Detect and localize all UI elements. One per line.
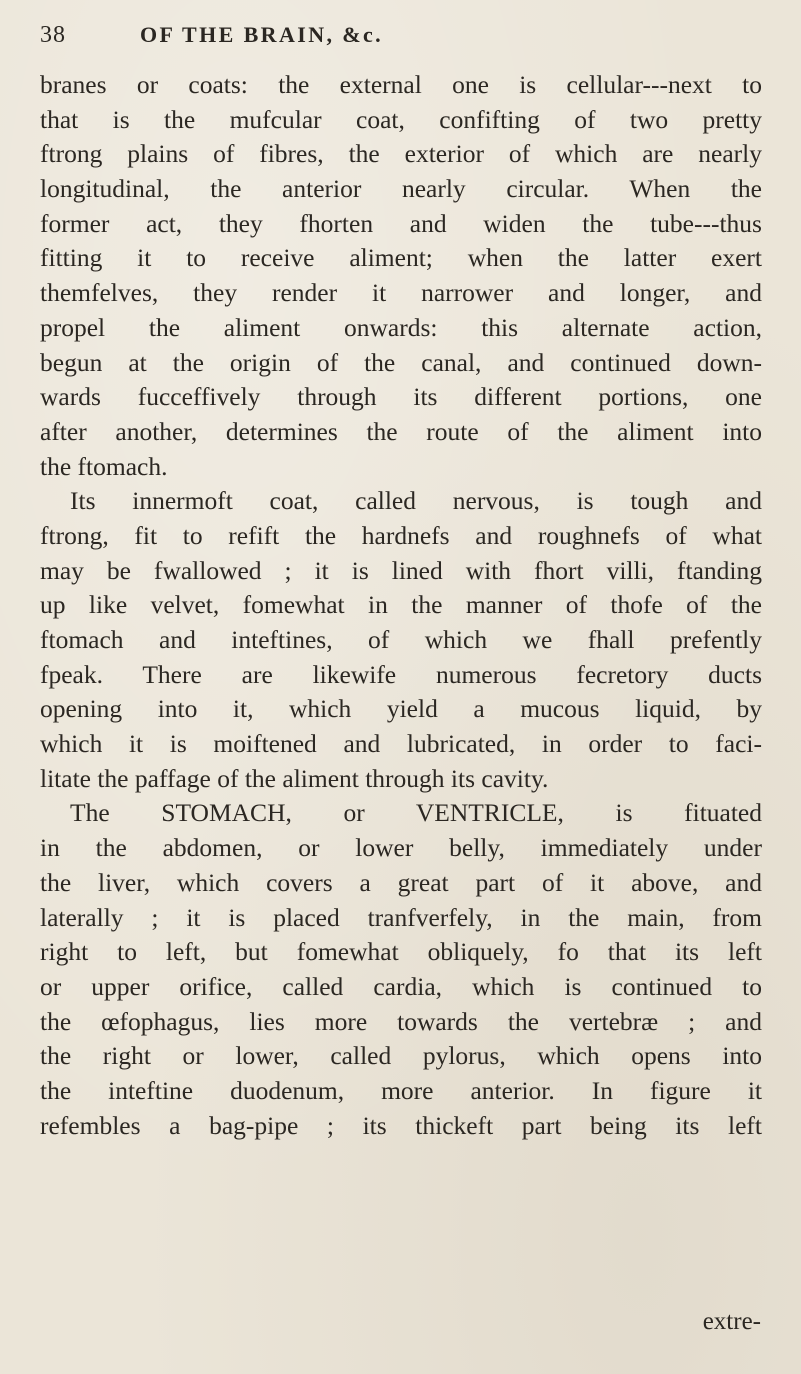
text-line: the right or lower, called pylorus, which opens into bbox=[40, 1041, 762, 1071]
text-line: up like velvet, fomewhat in the manner of thofe of the bbox=[40, 590, 762, 620]
text-line: fpeak. There are likewife numerous fecretory ducts bbox=[40, 659, 762, 689]
catchword: extre- bbox=[702, 1308, 761, 1335]
page-header bbox=[40, 22, 761, 62]
text-line: right to left, but fomewhat obliquely, fo that its left bbox=[40, 937, 762, 967]
text-line: wards fucceffively through its different portions, one bbox=[40, 382, 762, 412]
text-line: fitting it to receive aliment; when the latter exert bbox=[40, 243, 762, 273]
text-line: ftrong, fit to refift the hardnefs and roughnefs of what bbox=[40, 520, 762, 550]
text-line: the inteftine duodenum, more anterior. In figure it bbox=[40, 1075, 762, 1105]
text-line: refembles a bag-pipe ; its thickeft part being its left bbox=[40, 1110, 762, 1140]
text-line: branes or coats: the external one is cellular---next to bbox=[40, 70, 762, 99]
text-line: opening into it, which yield a mucous liquid, by bbox=[40, 694, 762, 724]
paragraph-end-line: the ftomach. bbox=[40, 451, 168, 481]
text-line: themfelves, they render it narrower and longer, and bbox=[40, 278, 762, 308]
text-line: or upper orifice, called cardia, which is continued to bbox=[40, 971, 762, 1001]
text-line: the liver, which covers a great part of it above, and bbox=[40, 867, 762, 897]
paragraph-end-line: litate the paffage of the aliment through its cavity. bbox=[40, 763, 549, 793]
paragraph-start-line: Its innermoft coat, called nervous, is tough and bbox=[70, 486, 762, 516]
text-line: that is the mufcular coat, confifting of two pretty bbox=[40, 104, 762, 134]
running-head: OF THE BRAIN, &c. bbox=[140, 22, 384, 47]
text-line: ftrong plains of fibres, the exterior of which are nearly bbox=[40, 139, 762, 169]
page-number: 38 bbox=[40, 22, 66, 48]
text-line: in the abdomen, or lower belly, immediately under bbox=[40, 833, 762, 863]
text-line: begun at the origin of the canal, and continued down- bbox=[40, 347, 762, 377]
text-line: may be fwallowed ; it is lined with fhort villi, ftanding bbox=[40, 555, 762, 585]
text-line: ftomach and inteftines, of which we fhall prefently bbox=[40, 625, 762, 654]
text-line: which it is moiftened and lubricated, in order to faci- bbox=[40, 729, 762, 759]
text-line: longitudinal, the anterior nearly circular. When the bbox=[40, 174, 762, 204]
body-text bbox=[40, 68, 762, 1143]
text-line: laterally ; it is placed tranfverfely, in the main, from bbox=[40, 902, 762, 932]
paragraph-start-line: The STOMACH, or VENTRICLE, is fituated bbox=[70, 798, 762, 828]
text-line: propel the aliment onwards: this alternate action, bbox=[40, 312, 762, 342]
text-line: former act, they fhorten and widen the tube---thus bbox=[40, 208, 762, 238]
text-line: the œfophagus, lies more towards the vertebræ ; and bbox=[40, 1006, 762, 1036]
text-line: after another, determines the route of the aliment into bbox=[40, 416, 762, 446]
